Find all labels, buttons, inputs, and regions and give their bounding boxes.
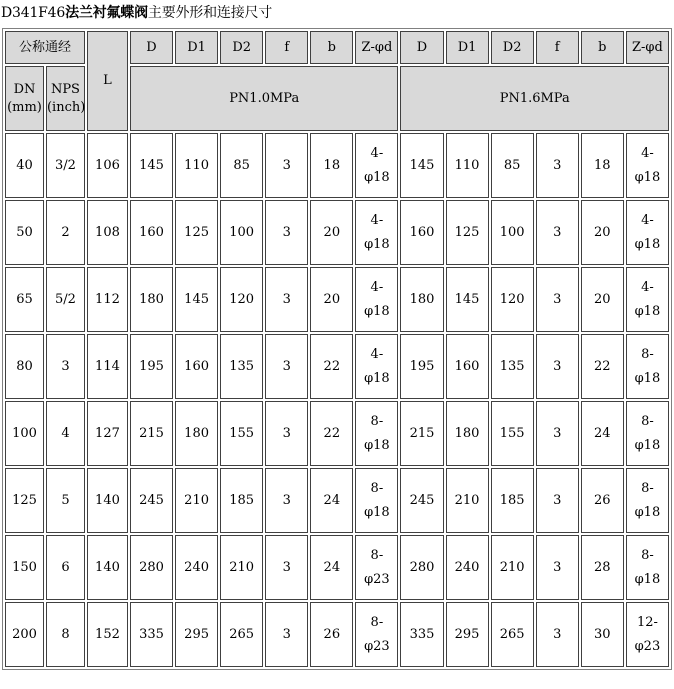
cell-f-pn10: 3 (265, 401, 308, 466)
bolt-hole-diameter: φ23 (364, 638, 390, 654)
cell-L: 114 (87, 334, 128, 399)
cell-L: 152 (87, 602, 128, 667)
header-NPS-unit: (inch) (46, 99, 86, 115)
cell-DN: 50 (5, 200, 44, 265)
cell-DN: 200 (5, 602, 44, 667)
cell-D2-pn16: 100 (491, 200, 534, 265)
cell-zd-pn16 (626, 267, 669, 332)
header-b-pn16: b (581, 31, 624, 64)
bolt-count: 8- (641, 480, 654, 496)
table-row (5, 334, 669, 399)
cell-D2-pn10: 100 (220, 200, 263, 265)
bolt-count: 4- (641, 212, 654, 228)
cell-b-pn10: 18 (310, 133, 353, 198)
bolt-hole-diameter: φ18 (634, 437, 661, 453)
cell-L: 106 (87, 133, 128, 198)
cell-D1-pn16: 210 (446, 468, 489, 533)
cell-NPS: 5 (46, 468, 85, 533)
header-D1-pn10: D1 (175, 31, 218, 64)
cell-NPS: 4 (46, 401, 85, 466)
bolt-hole-diameter: φ18 (634, 303, 661, 319)
header-L: L (87, 31, 128, 131)
bolt-count: 4- (370, 145, 384, 161)
cell-zd-pn10 (355, 602, 398, 667)
cell-D2-pn10: 185 (220, 468, 263, 533)
cell-NPS: 8 (46, 602, 85, 667)
cell-DN: 125 (5, 468, 44, 533)
header-D2-pn10: D2 (220, 31, 263, 64)
bolt-count: 8- (370, 480, 384, 496)
cell-D2-pn16: 155 (491, 401, 534, 466)
cell-L: 108 (87, 200, 128, 265)
table-row (5, 602, 669, 667)
cell-zd-pn16 (626, 133, 669, 198)
cell-f-pn10: 3 (265, 602, 308, 667)
table-row (5, 468, 669, 533)
cell-D1-pn10: 125 (175, 200, 218, 265)
bolt-hole-diameter: φ18 (364, 169, 390, 185)
cell-f-pn10: 3 (265, 468, 308, 533)
bolt-hole-diameter: φ23 (364, 571, 390, 587)
table-row (5, 535, 669, 600)
cell-zd-pn16 (626, 401, 669, 466)
cell-zd-pn10 (355, 200, 398, 265)
cell-b-pn16: 22 (581, 334, 624, 399)
cell-D1-pn16: 110 (446, 133, 489, 198)
cell-f-pn10: 3 (265, 200, 308, 265)
cell-NPS: 3 (46, 334, 85, 399)
header-zd-pn16: Z-φd (626, 31, 669, 64)
table-row (5, 401, 669, 466)
cell-NPS: 6 (46, 535, 85, 600)
cell-D1-pn10: 210 (175, 468, 218, 533)
header-row-1 (5, 31, 669, 64)
bolt-count: 4- (641, 279, 654, 295)
bolt-count: 12- (636, 614, 658, 630)
cell-D1-pn16: 145 (446, 267, 489, 332)
bolt-hole-diameter: φ18 (634, 236, 661, 252)
cell-f-pn10: 3 (265, 535, 308, 600)
cell-DN: 40 (5, 133, 44, 198)
bolt-count: 4- (370, 279, 384, 295)
cell-zd-pn10 (355, 334, 398, 399)
cell-zd-pn10 (355, 133, 398, 198)
header-b-pn10: b (310, 31, 353, 64)
header-NPS (46, 66, 85, 131)
bolt-hole-diameter: φ18 (634, 169, 661, 185)
cell-L: 140 (87, 535, 128, 600)
bolt-hole-diameter: φ18 (364, 504, 390, 520)
cell-D2-pn10: 155 (220, 401, 263, 466)
header-DN-unit: (mm) (7, 99, 42, 115)
cell-D-pn10: 160 (130, 200, 173, 265)
bolt-hole-diameter: φ18 (364, 437, 390, 453)
title-product-name: 法兰衬氟蝶阀 (65, 5, 148, 21)
title-model: D341F46 (1, 5, 66, 21)
header-D-pn10: D (130, 31, 173, 64)
cell-D1-pn10: 160 (175, 334, 218, 399)
cell-D-pn10: 280 (130, 535, 173, 600)
bolt-count: 4- (370, 346, 384, 362)
cell-D-pn16: 160 (400, 200, 443, 265)
cell-D-pn16: 215 (400, 401, 443, 466)
cell-D1-pn10: 240 (175, 535, 218, 600)
cell-b-pn10: 26 (310, 602, 353, 667)
page-title (1, 2, 272, 24)
cell-D-pn16: 335 (400, 602, 443, 667)
cell-D2-pn16: 185 (491, 468, 534, 533)
cell-D1-pn16: 180 (446, 401, 489, 466)
cell-D1-pn10: 295 (175, 602, 218, 667)
header-zd-pn10: Z-φd (355, 31, 398, 64)
bolt-hole-diameter: φ18 (634, 571, 661, 587)
cell-zd-pn16 (626, 602, 669, 667)
cell-DN: 65 (5, 267, 44, 332)
cell-D-pn10: 215 (130, 401, 173, 466)
cell-b-pn10: 20 (310, 267, 353, 332)
cell-D-pn16: 180 (400, 267, 443, 332)
cell-b-pn16: 26 (581, 468, 624, 533)
bolt-hole-diameter: φ23 (634, 638, 661, 654)
cell-D1-pn10: 110 (175, 133, 218, 198)
title-description: 主要外形和连接尺寸 (147, 5, 273, 21)
cell-D2-pn10: 135 (220, 334, 263, 399)
header-pn10: PN1.0MPa (130, 66, 398, 131)
header-NPS-label: NPS (50, 81, 80, 97)
cell-b-pn10: 22 (310, 334, 353, 399)
cell-D1-pn16: 160 (446, 334, 489, 399)
table-row (5, 200, 669, 265)
cell-zd-pn16 (626, 468, 669, 533)
header-D1-pn16: D1 (446, 31, 489, 64)
cell-D-pn10: 195 (130, 334, 173, 399)
cell-NPS: 5/2 (46, 267, 85, 332)
cell-DN: 150 (5, 535, 44, 600)
cell-f-pn16: 3 (536, 468, 579, 533)
cell-f-pn16: 3 (536, 133, 579, 198)
cell-D1-pn16: 295 (446, 602, 489, 667)
cell-D-pn10: 145 (130, 133, 173, 198)
cell-D-pn16: 195 (400, 334, 443, 399)
cell-zd-pn16 (626, 200, 669, 265)
cell-D-pn16: 280 (400, 535, 443, 600)
bolt-count: 8- (641, 547, 654, 563)
cell-D-pn10: 245 (130, 468, 173, 533)
dimension-table (2, 28, 672, 670)
cell-zd-pn16 (626, 535, 669, 600)
cell-D1-pn10: 180 (175, 401, 218, 466)
table-row (5, 267, 669, 332)
cell-DN: 80 (5, 334, 44, 399)
cell-L: 140 (87, 468, 128, 533)
cell-b-pn16: 24 (581, 401, 624, 466)
cell-D-pn16: 245 (400, 468, 443, 533)
cell-NPS: 3/2 (46, 133, 85, 198)
cell-f-pn16: 3 (536, 401, 579, 466)
cell-D1-pn16: 125 (446, 200, 489, 265)
bolt-count: 8- (641, 413, 654, 429)
bolt-count: 8- (641, 346, 654, 362)
cell-zd-pn10 (355, 535, 398, 600)
cell-zd-pn16 (626, 334, 669, 399)
cell-b-pn16: 28 (581, 535, 624, 600)
bolt-hole-diameter: φ18 (634, 504, 661, 520)
bolt-hole-diameter: φ18 (364, 370, 390, 386)
cell-f-pn16: 3 (536, 200, 579, 265)
header-f-pn10: f (265, 31, 308, 64)
cell-b-pn16: 18 (581, 133, 624, 198)
header-pn16: PN1.6MPa (400, 66, 669, 131)
cell-DN: 100 (5, 401, 44, 466)
cell-D2-pn10: 210 (220, 535, 263, 600)
bolt-count: 4- (370, 212, 384, 228)
cell-f-pn16: 3 (536, 334, 579, 399)
cell-D-pn10: 335 (130, 602, 173, 667)
cell-b-pn16: 20 (581, 200, 624, 265)
cell-D2-pn10: 120 (220, 267, 263, 332)
header-f-pn16: f (536, 31, 579, 64)
header-DN (5, 66, 44, 131)
cell-D2-pn16: 210 (491, 535, 534, 600)
cell-b-pn16: 30 (581, 602, 624, 667)
cell-b-pn10: 24 (310, 535, 353, 600)
cell-f-pn10: 3 (265, 133, 308, 198)
cell-D1-pn16: 240 (446, 535, 489, 600)
table-row (5, 133, 669, 198)
cell-NPS: 2 (46, 200, 85, 265)
bolt-hole-diameter: φ18 (364, 303, 390, 319)
cell-D-pn16: 145 (400, 133, 443, 198)
bolt-hole-diameter: φ18 (634, 370, 661, 386)
cell-D1-pn10: 145 (175, 267, 218, 332)
cell-zd-pn10 (355, 468, 398, 533)
cell-b-pn10: 24 (310, 468, 353, 533)
cell-D-pn10: 180 (130, 267, 173, 332)
bolt-count: 8- (370, 547, 384, 563)
cell-D2-pn16: 135 (491, 334, 534, 399)
cell-b-pn16: 20 (581, 267, 624, 332)
cell-L: 127 (87, 401, 128, 466)
cell-zd-pn10 (355, 267, 398, 332)
header-D-pn16: D (400, 31, 443, 64)
bolt-hole-diameter: φ18 (364, 236, 390, 252)
cell-D2-pn16: 120 (491, 267, 534, 332)
cell-b-pn10: 22 (310, 401, 353, 466)
header-D2-pn16: D2 (491, 31, 534, 64)
cell-D2-pn16: 265 (491, 602, 534, 667)
cell-f-pn16: 3 (536, 602, 579, 667)
cell-f-pn10: 3 (265, 267, 308, 332)
bolt-count: 4- (641, 145, 654, 161)
cell-D2-pn10: 85 (220, 133, 263, 198)
header-DN-label: DN (13, 81, 36, 97)
cell-D2-pn10: 265 (220, 602, 263, 667)
cell-L: 112 (87, 267, 128, 332)
cell-f-pn16: 3 (536, 535, 579, 600)
cell-zd-pn10 (355, 401, 398, 466)
bolt-count: 8- (370, 614, 384, 630)
cell-b-pn10: 20 (310, 200, 353, 265)
cell-D2-pn16: 85 (491, 133, 534, 198)
cell-f-pn10: 3 (265, 334, 308, 399)
cell-f-pn16: 3 (536, 267, 579, 332)
header-nominal-size: 公称通经 (5, 31, 85, 64)
bolt-count: 8- (370, 413, 384, 429)
